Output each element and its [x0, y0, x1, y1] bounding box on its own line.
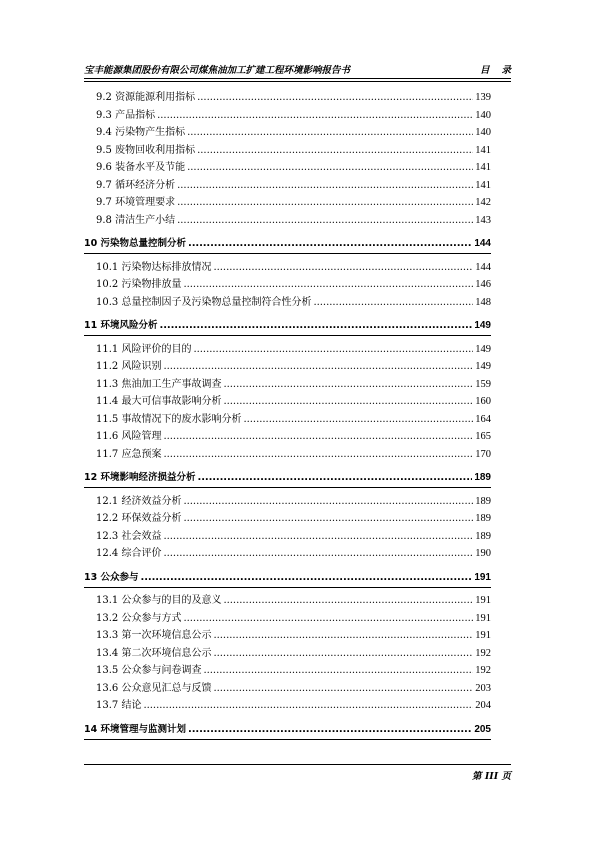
dot-leader	[163, 546, 473, 562]
toc-section-entry[interactable]	[96, 663, 491, 679]
toc-entry-title: 12.1 经济效益分析	[96, 495, 182, 507]
toc-entry-page: 164	[475, 413, 491, 425]
dot-leader	[188, 722, 472, 738]
toc-entry-page: 149	[475, 361, 491, 372]
toc-entry-title: 13.7 结论	[96, 700, 142, 711]
toc-chapter-entry[interactable]	[84, 722, 491, 738]
toc-entry-title: 11.3 焦油加工生产事故调查	[96, 378, 222, 390]
toc-entry-page: 142	[475, 197, 491, 208]
footer-rule	[84, 764, 511, 765]
dot-leader	[143, 698, 473, 714]
toc-section-entry[interactable]	[96, 628, 491, 644]
document-title: 宝丰能源集团股份有限公司煤焦油加工扩建工程环境影响报告书	[84, 65, 351, 76]
dot-leader	[177, 178, 473, 194]
toc-chapter-entry[interactable]	[84, 236, 491, 252]
toc-entry-page: 189	[475, 530, 491, 542]
toc-section-entry[interactable]	[96, 160, 491, 176]
toc-entry-title: 10.1 污染物达标排放情况	[96, 261, 212, 273]
toc-chapter-entry[interactable]	[84, 318, 491, 334]
toc-entry-title: 14 环境管理与监测计划	[84, 723, 187, 735]
dot-leader	[197, 90, 473, 106]
toc-entry-page: 140	[475, 127, 491, 138]
toc-section-entry[interactable]	[96, 178, 491, 194]
dot-leader	[223, 394, 473, 410]
toc-entry-page: 191	[474, 571, 491, 583]
toc-section-entry[interactable]	[96, 260, 491, 276]
toc-entry-page: 160	[475, 396, 491, 407]
dot-leader	[163, 359, 473, 375]
toc-entry-title: 9.3 产品指标	[96, 109, 156, 121]
toc-entry-page: 146	[475, 279, 491, 290]
toc-section-entry[interactable]	[96, 698, 491, 714]
dot-leader	[197, 143, 473, 159]
dot-leader	[160, 318, 473, 334]
dot-leader	[163, 529, 473, 545]
toc-entry-title: 11 环境风险分析	[84, 320, 158, 331]
toc-entry-page: 140	[475, 109, 491, 121]
dot-leader	[188, 236, 472, 252]
toc-entry-title: 13.2 公众参与方式	[96, 612, 182, 624]
running-header	[84, 62, 523, 76]
dot-leader	[203, 663, 473, 679]
toc-entry-title: 9.8 清洁生产小结	[96, 214, 176, 226]
toc-section-entry[interactable]	[96, 646, 491, 662]
chapter-underline	[84, 487, 491, 488]
toc-entry-title: 11.7 应急预案	[96, 448, 162, 460]
toc-entry-title: 11.5 事故情况下的废水影响分析	[96, 413, 242, 425]
dot-leader	[198, 470, 473, 486]
toc-section-entry[interactable]	[96, 213, 491, 229]
toc-entry-title: 13.4 第二次环境信息公示	[96, 647, 212, 659]
toc-entry-page: 205	[474, 723, 491, 735]
dot-leader	[157, 108, 473, 124]
dot-leader	[183, 611, 473, 627]
toc-entry-title: 13.5 公众参与问卷调查	[96, 665, 202, 676]
toc-section-entry[interactable]	[96, 277, 491, 293]
toc-section-entry[interactable]	[96, 90, 491, 106]
toc-entry-title: 13.6 公众意见汇总与反馈	[96, 682, 212, 694]
toc-section-entry[interactable]	[96, 447, 491, 463]
toc-entry-title: 9.6 装备水平及节能	[96, 162, 186, 173]
dot-leader	[223, 377, 473, 393]
toc-entry-page: 144	[474, 238, 491, 249]
toc-section-entry[interactable]	[96, 494, 491, 510]
chapter-underline	[84, 587, 491, 588]
header-rule-thin	[84, 81, 511, 82]
toc-section-entry[interactable]	[96, 125, 491, 141]
dot-leader	[163, 429, 473, 445]
toc-entry-title: 13.1 公众参与的目的及意义	[96, 595, 222, 606]
header-rule	[84, 78, 511, 79]
toc-entry-page: 148	[475, 296, 491, 308]
toc-entry-page: 189	[474, 472, 491, 483]
toc-entry-title: 11.1 风险评价的目的	[96, 343, 192, 355]
dot-leader	[177, 195, 473, 211]
section-name: 目录	[479, 65, 523, 76]
toc-entry-title: 9.7 循环经济分析	[96, 179, 176, 191]
toc-entry-title: 12 环境影响经济损益分析	[84, 472, 196, 483]
dot-leader	[313, 295, 473, 311]
dot-leader	[183, 511, 473, 527]
toc-entry-page: 189	[475, 513, 491, 524]
toc-section-entry[interactable]	[96, 108, 491, 124]
dot-leader	[187, 125, 473, 141]
toc-section-entry[interactable]	[96, 681, 491, 697]
toc-entry-page: 144	[475, 261, 491, 273]
toc-entry-page: 191	[475, 630, 491, 641]
dot-leader	[213, 628, 473, 644]
toc-entry-title: 9.5 废物回收利用指标	[96, 144, 196, 156]
dot-leader	[163, 447, 473, 463]
toc-section-entry[interactable]	[96, 342, 491, 358]
toc-entry-page: 190	[475, 548, 491, 559]
toc-entry-title: 11.4 最大可信事故影响分析	[96, 396, 222, 407]
toc-section-entry[interactable]	[96, 546, 491, 562]
dot-leader	[187, 160, 473, 176]
dot-leader	[223, 593, 473, 609]
toc-entry-page: 141	[475, 144, 491, 156]
toc-entry-title: 10.3 总量控制因子及污染物总量控制符合性分析	[96, 296, 312, 308]
toc-section-entry[interactable]	[96, 511, 491, 527]
chapter-underline	[84, 253, 491, 254]
toc-entry-page: 143	[475, 214, 491, 226]
toc-section-entry[interactable]	[96, 593, 491, 609]
toc-section-entry[interactable]	[96, 295, 491, 311]
toc-section-entry[interactable]	[96, 394, 491, 410]
toc-entry-page: 192	[475, 665, 491, 676]
toc-entry-page: 204	[475, 700, 491, 711]
toc-entry-page: 203	[475, 682, 491, 694]
dot-leader	[213, 681, 473, 697]
toc-entry-title: 10.2 污染物排放量	[96, 279, 182, 290]
toc-entry-page: 149	[474, 320, 491, 331]
toc-section-entry[interactable]	[96, 529, 491, 545]
toc-section-entry[interactable]	[96, 143, 491, 159]
toc-entry-title: 13 公众参与	[84, 571, 139, 583]
toc-section-entry[interactable]	[96, 412, 491, 428]
toc-entry-page: 191	[475, 595, 491, 606]
toc-entry-title: 12.3 社会效益	[96, 530, 162, 542]
toc-entry-page: 192	[475, 647, 491, 659]
toc-section-entry[interactable]	[96, 429, 491, 445]
toc-entry-title: 9.2 资源能源利用指标	[96, 92, 196, 103]
chapter-underline	[84, 739, 491, 740]
toc-entry-page: 170	[475, 448, 491, 460]
dot-leader	[183, 277, 473, 293]
toc-entry-title: 10 污染物总量控制分析	[84, 238, 187, 249]
toc-chapter-entry[interactable]	[84, 570, 491, 586]
toc-entry-page: 141	[475, 162, 491, 173]
toc-entry-page: 149	[475, 343, 491, 355]
toc-entry-page: 165	[475, 431, 491, 442]
toc-entry-title: 12.2 环保效益分析	[96, 513, 182, 524]
toc-section-entry[interactable]	[96, 359, 491, 375]
toc-entry-title: 9.7 环境管理要求	[96, 197, 176, 208]
toc-section-entry[interactable]	[96, 195, 491, 211]
dot-leader	[177, 213, 473, 229]
page-number: 第 III 页	[472, 771, 511, 782]
dot-leader	[213, 646, 473, 662]
dot-leader	[183, 494, 473, 510]
toc-entry-title: 11.2 风险识别	[96, 361, 162, 372]
toc-chapter-entry[interactable]	[84, 470, 491, 486]
toc-section-entry[interactable]	[96, 377, 491, 393]
chapter-underline	[84, 335, 491, 336]
toc-entry-page: 159	[475, 378, 491, 390]
toc-entry-title: 9.4 污染物产生指标	[96, 127, 186, 138]
dot-leader	[243, 412, 473, 428]
toc-section-entry[interactable]	[96, 611, 491, 627]
toc-entry-page: 141	[475, 179, 491, 191]
toc-entry-page: 139	[475, 92, 491, 103]
toc-entry-title: 11.6 风险管理	[96, 431, 162, 442]
toc-entry-page: 191	[475, 612, 491, 624]
toc-entry-page: 189	[475, 495, 491, 507]
dot-leader	[213, 260, 473, 276]
toc-entry-title: 13.3 第一次环境信息公示	[96, 630, 212, 641]
toc-entry-title: 12.4 综合评价	[96, 548, 162, 559]
dot-leader	[193, 342, 473, 358]
dot-leader	[141, 570, 473, 586]
